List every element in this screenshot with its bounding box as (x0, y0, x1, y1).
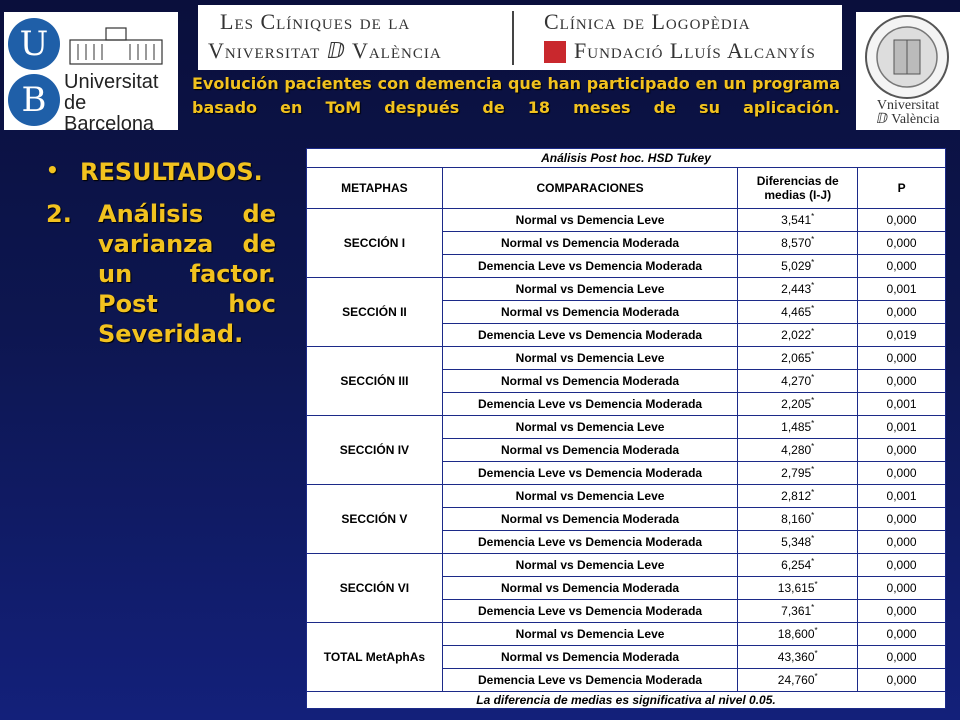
metaphas-cell: SECCIÓN V (307, 485, 443, 554)
comparison-cell: Normal vs Demencia Leve (442, 554, 737, 577)
results-label: RESULTADOS. (80, 158, 263, 186)
clinic-right-line1: Clínica de Logopèdia (544, 9, 751, 34)
ub-building-icon (66, 26, 166, 66)
uv-name-line1: Vniversitat (876, 98, 940, 113)
mean-difference-value: 4,465 (781, 305, 812, 319)
mean-difference-value: 1,485 (781, 420, 812, 434)
comparison-cell: Normal vs Demencia Leve (442, 623, 737, 646)
clinic-right-line2: Fundació Lluís Alcanyís (574, 38, 816, 63)
results-heading (46, 158, 263, 186)
comparison-cell: Demencia Leve vs Demencia Moderada (442, 462, 737, 485)
significance-mark: * (811, 281, 815, 290)
mean-difference-cell (738, 370, 858, 393)
metaphas-cell: SECCIÓN VI (307, 554, 443, 623)
mean-difference-value: 5,029 (781, 259, 812, 273)
mean-difference-value: 2,065 (781, 351, 812, 365)
p-value-cell: 0,000 (858, 439, 946, 462)
mean-difference-cell (738, 646, 858, 669)
p-value-cell: 0,000 (858, 347, 946, 370)
header-metaphas: METAPHAS (307, 168, 443, 209)
mean-difference-value: 2,205 (781, 397, 812, 411)
item-number: 2. (46, 200, 72, 228)
mean-difference-value: 2,443 (781, 282, 812, 296)
ub-name-line1: Universitat (64, 71, 159, 93)
p-value-cell: 0,000 (858, 508, 946, 531)
comparison-cell: Normal vs Demencia Leve (442, 209, 737, 232)
p-value-cell: 0,000 (858, 255, 946, 278)
p-value-cell: 0,000 (858, 577, 946, 600)
table-row (307, 623, 946, 646)
significance-mark: * (811, 304, 815, 313)
significance-mark: * (811, 534, 815, 543)
uv-seal-icon (864, 14, 950, 100)
comparison-cell: Normal vs Demencia Moderada (442, 508, 737, 531)
comparison-cell: Normal vs Demencia Leve (442, 278, 737, 301)
comparison-cell: Demencia Leve vs Demencia Moderada (442, 669, 737, 692)
ub-letter-u: U (8, 18, 60, 70)
comparison-cell: Normal vs Demencia Moderada (442, 301, 737, 324)
p-value-cell: 0,001 (858, 278, 946, 301)
significance-mark: * (811, 603, 815, 612)
mean-difference-value: 8,160 (781, 512, 812, 526)
mean-difference-value: 4,280 (781, 443, 812, 457)
significance-mark: * (814, 649, 818, 658)
table-row (307, 278, 946, 301)
table-row (307, 416, 946, 439)
numbered-item (46, 199, 276, 349)
table-footnote-row (307, 692, 946, 709)
significance-mark: * (811, 465, 815, 474)
clinicas-universitat-valencia-logo (198, 5, 842, 70)
significance-mark: * (811, 212, 815, 221)
mean-difference-value: 6,254 (781, 558, 812, 572)
comparison-cell: Normal vs Demencia Moderada (442, 577, 737, 600)
clinic-line2: Vniversitat ⅅ València (208, 38, 442, 63)
ub-name (64, 72, 178, 135)
p-value-cell: 0,019 (858, 324, 946, 347)
uv-name-line2: ⅅ València (876, 112, 940, 127)
comparison-cell: Demencia Leve vs Demencia Moderada (442, 600, 737, 623)
significance-mark: * (811, 419, 815, 428)
comparison-cell: Normal vs Demencia Leve (442, 416, 737, 439)
significance-mark: * (811, 396, 815, 405)
p-value-cell: 0,000 (858, 301, 946, 324)
comparison-cell: Normal vs Demencia Moderada (442, 232, 737, 255)
header-comparaciones: COMPARACIONES (442, 168, 737, 209)
ub-shield-icon (8, 18, 60, 126)
significance-mark: * (811, 327, 815, 336)
mean-difference-value: 2,795 (781, 466, 812, 480)
mean-difference-cell (738, 485, 858, 508)
metaphas-cell: SECCIÓN I (307, 209, 443, 278)
significance-mark: * (811, 511, 815, 520)
significance-mark: * (814, 626, 818, 635)
significance-mark: * (814, 580, 818, 589)
table-row (307, 209, 946, 232)
table-footnote: La diferencia de medias es significativa al nivel 0.05. (307, 692, 946, 709)
mean-difference-cell (738, 416, 858, 439)
mean-difference-cell (738, 347, 858, 370)
significance-mark: * (811, 488, 815, 497)
mean-difference-value: 4,270 (781, 374, 812, 388)
header-p: P (858, 168, 946, 209)
mean-difference-cell (738, 324, 858, 347)
mean-difference-value: 24,760 (777, 673, 815, 687)
table-body (307, 209, 946, 692)
p-value-cell: 0,000 (858, 646, 946, 669)
p-value-cell: 0,001 (858, 393, 946, 416)
mean-difference-cell (738, 531, 858, 554)
metaphas-cell: SECCIÓN III (307, 347, 443, 416)
comparison-cell: Demencia Leve vs Demencia Moderada (442, 324, 737, 347)
item-text: Análisis de varianza de un factor. Post hoc Severidad. (98, 200, 276, 348)
mean-difference-cell (738, 462, 858, 485)
mean-difference-cell (738, 669, 858, 692)
comparison-cell: Normal vs Demencia Moderada (442, 646, 737, 669)
mean-difference-value: 8,570 (781, 236, 812, 250)
significance-mark: * (811, 235, 815, 244)
header-diferencias: Diferencias de medias (I-J) (738, 168, 858, 209)
mean-difference-value: 18,600 (777, 627, 815, 641)
metaphas-cell: TOTAL MetAphAs (307, 623, 443, 692)
mean-difference-cell (738, 554, 858, 577)
universitat-de-valencia-logo (856, 12, 960, 130)
table-row (307, 554, 946, 577)
p-value-cell: 0,001 (858, 416, 946, 439)
table-header-row (307, 168, 946, 209)
mean-difference-cell (738, 508, 858, 531)
mean-difference-cell (738, 209, 858, 232)
mean-difference-value: 2,022 (781, 328, 812, 342)
metaphas-cell: SECCIÓN II (307, 278, 443, 347)
bullet-icon: • (46, 158, 59, 182)
table-row (307, 485, 946, 508)
mean-difference-cell (738, 255, 858, 278)
p-value-cell: 0,000 (858, 669, 946, 692)
table-row (307, 347, 946, 370)
significance-mark: * (811, 350, 815, 359)
ub-name-line2: de Barcelona (64, 92, 155, 135)
uv-name (856, 99, 960, 127)
p-value-cell: 0,001 (858, 485, 946, 508)
table-caption-row (307, 149, 946, 168)
mean-difference-cell (738, 623, 858, 646)
clinic-divider (512, 11, 514, 65)
mean-difference-cell (738, 278, 858, 301)
ub-letter-b: B (8, 74, 60, 126)
p-value-cell: 0,000 (858, 600, 946, 623)
mean-difference-cell (738, 301, 858, 324)
mean-difference-cell (738, 577, 858, 600)
mean-difference-value: 3,541 (781, 213, 812, 227)
table-caption: Análisis Post hoc. HSD Tukey (307, 149, 946, 168)
significance-mark: * (811, 557, 815, 566)
p-value-cell: 0,000 (858, 623, 946, 646)
mean-difference-value: 2,812 (781, 489, 812, 503)
comparison-cell: Demencia Leve vs Demencia Moderada (442, 393, 737, 416)
p-value-cell: 0,000 (858, 531, 946, 554)
comparison-cell: Normal vs Demencia Leve (442, 347, 737, 370)
fundacio-flame-icon (544, 41, 566, 63)
comparison-cell: Normal vs Demencia Leve (442, 485, 737, 508)
p-value-cell: 0,000 (858, 209, 946, 232)
p-value-cell: 0,000 (858, 232, 946, 255)
mean-difference-value: 43,360 (777, 650, 815, 664)
comparison-cell: Normal vs Demencia Moderada (442, 439, 737, 462)
p-value-cell: 0,000 (858, 370, 946, 393)
mean-difference-cell (738, 600, 858, 623)
p-value-cell: 0,000 (858, 554, 946, 577)
significance-mark: * (811, 442, 815, 451)
clinic-line1: Les Clíniques de la (220, 9, 411, 34)
significance-mark: * (814, 672, 818, 681)
comparison-cell: Demencia Leve vs Demencia Moderada (442, 255, 737, 278)
p-value-cell: 0,000 (858, 462, 946, 485)
slide-subtitle: Evolución pacientes con demencia que han participado en un programa basado en ToM después de 18 meses de su aplicación. (192, 74, 840, 117)
mean-difference-value: 5,348 (781, 535, 812, 549)
mean-difference-value: 7,361 (781, 604, 812, 618)
comparison-cell: Normal vs Demencia Moderada (442, 370, 737, 393)
significance-mark: * (811, 258, 815, 267)
universitat-de-barcelona-logo (4, 12, 178, 135)
mean-difference-cell (738, 439, 858, 462)
mean-difference-value: 13,615 (777, 581, 815, 595)
mean-difference-cell (738, 393, 858, 416)
significance-mark: * (811, 373, 815, 382)
mean-difference-cell (738, 232, 858, 255)
posthoc-table (306, 148, 946, 709)
metaphas-cell: SECCIÓN IV (307, 416, 443, 485)
comparison-cell: Demencia Leve vs Demencia Moderada (442, 531, 737, 554)
